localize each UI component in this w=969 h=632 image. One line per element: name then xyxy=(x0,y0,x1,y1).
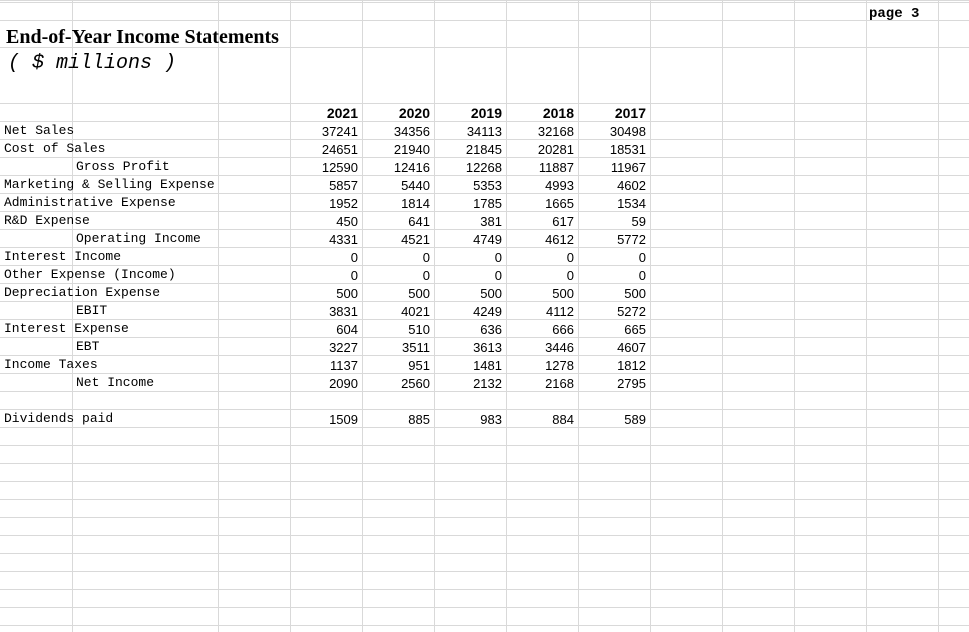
value-cell[interactable]: 4993 xyxy=(545,178,574,193)
row-label[interactable]: Cost of Sales xyxy=(4,141,106,156)
value-cell[interactable]: 381 xyxy=(480,214,502,229)
value-cell[interactable]: 666 xyxy=(552,322,574,337)
value-cell[interactable]: 4607 xyxy=(617,340,646,355)
value-cell[interactable]: 5440 xyxy=(401,178,430,193)
value-cell[interactable]: 1785 xyxy=(473,196,502,211)
row-label[interactable]: Gross Profit xyxy=(76,159,170,174)
year-header-2017[interactable]: 2017 xyxy=(614,105,646,121)
value-cell[interactable]: 3511 xyxy=(402,340,430,355)
value-cell[interactable]: 3613 xyxy=(473,340,502,355)
value-cell[interactable]: 12590 xyxy=(321,160,358,175)
value-cell[interactable]: 5272 xyxy=(617,304,646,319)
value-cell[interactable]: 500 xyxy=(480,286,502,301)
value-cell[interactable]: 617 xyxy=(552,214,574,229)
value-cell[interactable]: 0 xyxy=(350,268,358,283)
value-cell[interactable]: 500 xyxy=(552,286,574,301)
value-cell[interactable]: 4249 xyxy=(473,304,502,319)
value-cell[interactable]: 1137 xyxy=(330,358,358,373)
row-label[interactable]: Income Taxes xyxy=(4,357,98,372)
value-cell[interactable]: 3227 xyxy=(329,340,358,355)
row-label[interactable]: EBIT xyxy=(76,303,108,318)
value-cell[interactable]: 450 xyxy=(336,214,358,229)
dividends-value-cell[interactable]: 885 xyxy=(408,412,430,427)
value-cell[interactable]: 500 xyxy=(624,286,646,301)
row-label[interactable]: Administrative Expense xyxy=(4,195,176,210)
value-cell[interactable]: 5857 xyxy=(329,178,358,193)
value-cell[interactable]: 4521 xyxy=(401,232,430,247)
value-cell[interactable]: 4602 xyxy=(617,178,646,193)
value-cell[interactable]: 0 xyxy=(422,268,430,283)
value-cell[interactable]: 500 xyxy=(336,286,358,301)
value-cell[interactable]: 1481 xyxy=(473,358,502,373)
value-cell[interactable]: 11887 xyxy=(538,160,574,175)
dividends-label[interactable]: Dividends paid xyxy=(4,411,114,426)
row-label[interactable]: Net Sales xyxy=(4,123,75,138)
dividends-value-cell[interactable]: 884 xyxy=(552,412,574,427)
value-cell[interactable]: 2090 xyxy=(329,376,358,391)
value-cell[interactable]: 34113 xyxy=(466,124,502,139)
value-cell[interactable]: 4021 xyxy=(401,304,430,319)
value-cell[interactable]: 500 xyxy=(408,286,430,301)
value-cell[interactable]: 2795 xyxy=(617,376,646,391)
value-cell[interactable]: 18531 xyxy=(609,142,646,157)
value-cell[interactable]: 4331 xyxy=(329,232,358,247)
value-cell[interactable]: 3831 xyxy=(329,304,358,319)
dividends-value-cell[interactable]: 589 xyxy=(624,412,646,427)
row-label[interactable]: Net Income xyxy=(76,375,155,390)
page-number: page 3 xyxy=(869,6,920,22)
statement-title[interactable]: End-of-Year Income Statements xyxy=(6,26,279,48)
value-cell[interactable]: 1812 xyxy=(617,358,646,373)
row-label[interactable]: Marketing & Selling Expense xyxy=(4,177,215,192)
value-cell[interactable]: 24651 xyxy=(321,142,358,157)
year-header-2020[interactable]: 2020 xyxy=(398,105,430,121)
value-cell[interactable]: 0 xyxy=(566,268,574,283)
value-cell[interactable]: 951 xyxy=(408,358,430,373)
value-cell[interactable]: 0 xyxy=(638,268,646,283)
value-cell[interactable]: 636 xyxy=(480,322,502,337)
value-cell[interactable]: 30498 xyxy=(609,124,646,139)
value-cell[interactable]: 510 xyxy=(408,322,430,337)
value-cell[interactable]: 604 xyxy=(336,322,358,337)
value-cell[interactable]: 21940 xyxy=(393,142,430,157)
row-label[interactable]: Depreciation Expense xyxy=(4,285,161,300)
value-cell[interactable]: 34356 xyxy=(393,124,430,139)
value-cell[interactable]: 4749 xyxy=(473,232,502,247)
row-label[interactable]: Operating Income xyxy=(76,231,201,246)
value-cell[interactable]: 11967 xyxy=(610,160,646,175)
dividends-value-cell[interactable]: 983 xyxy=(480,412,502,427)
year-header-2019[interactable]: 2019 xyxy=(470,105,502,121)
value-cell[interactable]: 32168 xyxy=(537,124,574,139)
value-cell[interactable]: 0 xyxy=(350,250,358,265)
value-cell[interactable]: 4112 xyxy=(546,304,574,319)
value-cell[interactable]: 21845 xyxy=(465,142,502,157)
value-cell[interactable]: 665 xyxy=(624,322,646,337)
value-cell[interactable]: 0 xyxy=(638,250,646,265)
value-cell[interactable]: 5353 xyxy=(473,178,502,193)
value-cell[interactable]: 2560 xyxy=(401,376,430,391)
value-cell[interactable]: 1534 xyxy=(617,196,646,211)
value-cell[interactable]: 2132 xyxy=(473,376,502,391)
row-label[interactable]: Interest Income xyxy=(4,249,122,264)
value-cell[interactable]: 0 xyxy=(566,250,574,265)
value-cell[interactable]: 12268 xyxy=(465,160,502,175)
value-cell[interactable]: 59 xyxy=(631,214,646,229)
row-label[interactable]: Interest Expense xyxy=(4,321,129,336)
dividends-value-cell[interactable]: 1509 xyxy=(329,412,358,427)
value-cell[interactable]: 0 xyxy=(422,250,430,265)
row-label[interactable]: EBT xyxy=(76,339,100,354)
value-cell[interactable]: 1665 xyxy=(545,196,574,211)
value-cell[interactable]: 5772 xyxy=(617,232,646,247)
value-cell[interactable]: 2168 xyxy=(545,376,574,391)
statement-subtitle[interactable]: ( $ millions ) xyxy=(8,52,177,75)
value-cell[interactable]: 37241 xyxy=(321,124,358,139)
year-header-2018[interactable]: 2018 xyxy=(542,105,574,121)
value-cell[interactable]: 0 xyxy=(494,268,502,283)
value-cell[interactable]: 3446 xyxy=(545,340,574,355)
value-cell[interactable]: 1278 xyxy=(545,358,574,373)
value-cell[interactable]: 0 xyxy=(494,250,502,265)
row-label[interactable]: R&D Expense xyxy=(4,213,90,228)
row-label[interactable]: Other Expense (Income) xyxy=(4,267,176,282)
value-cell[interactable]: 4612 xyxy=(545,232,574,247)
value-cell[interactable]: 641 xyxy=(408,214,430,229)
value-cell[interactable]: 20281 xyxy=(537,142,574,157)
year-header-2021[interactable]: 2021 xyxy=(326,105,358,121)
value-cell[interactable]: 1814 xyxy=(401,196,430,211)
value-cell[interactable]: 12416 xyxy=(393,160,430,175)
value-cell[interactable]: 1952 xyxy=(329,196,358,211)
